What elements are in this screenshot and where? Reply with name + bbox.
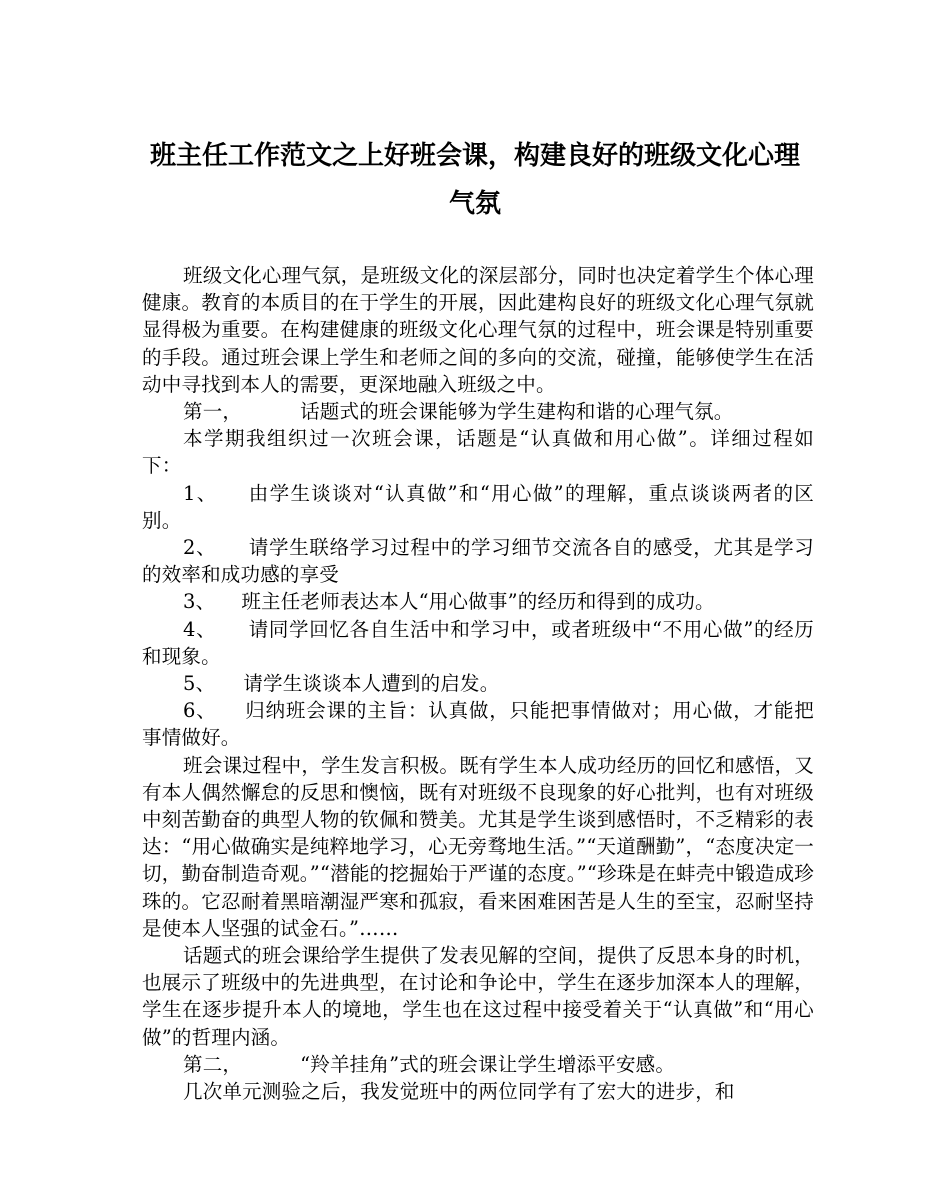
list-item-number: 6、: [183, 699, 217, 723]
list-item-text: 归纳班会课的主旨：认真做，只能把事情做对；用心做，才能把事情做好。: [142, 699, 815, 750]
list-item: [142, 534, 814, 588]
paragraph-intro: [142, 262, 814, 398]
paragraph: [142, 425, 814, 479]
paragraph: [142, 1078, 814, 1105]
paragraph: [142, 752, 814, 942]
paragraph-text: 几次单元测验之后，我发觉班中的两位同学有了宏大的进步，和: [183, 1080, 735, 1104]
list-item-text: 请学生谈谈本人遭到的启发。: [243, 672, 500, 696]
document-title: 班主任工作范文之上好班会课，构建良好的班级文化心理气氛: [149, 141, 800, 219]
list-item-number: 4、: [183, 617, 217, 641]
paragraph-text: 班级文化心理气氛，是班级文化的深层部分，同时也决定着学生个体心理健康。教育的本质目的在于学生的开展，因此建构良好的班级文化心理气氛就显得极为重要。在构建健康的班级文化心理气氛的过程中，班会课是特别重要的手段。通过班会课上学生和老师之间的多向的交流，碰撞，能够使学生在活动中寻找到本人的需要，更深地融入班级之中。: [142, 264, 814, 396]
document-body: [142, 262, 814, 1105]
paragraph-lead: 第一，: [183, 400, 243, 424]
paragraph-text: 班会课过程中，学生发言积极。既有学生本人成功经历的回忆和感悟，又有本人偶然懈怠的反思和懊恼，既有对班级不良现象的好心批判，也有对班级中刻苦勤奋的典型人物的钦佩和赞美。尤其是学生谈到感悟时，不乏精彩的表达：“用心做确实是纯粹地学习，心无旁骛地生活。”“天道酬勤”，“态度决定一切，勤奋制造奇观。”“潜能的挖掘始于严谨的态度。”“珍珠是在蚌壳中锻造成珍珠的。它忍耐着黑暗潮湿严寒和孤寂，看来困难困苦是人生的至宝，忍耐坚持是使本人坚强的试金石。”……: [142, 753, 814, 940]
paragraph-section-two: [142, 1051, 814, 1078]
list-item-text: 请同学回忆各自生活中和学习中，或者班级中“不用心做”的经历和现象。: [142, 617, 814, 668]
list-item: [142, 697, 814, 751]
paragraph-section-one: [142, 398, 814, 425]
list-item: [142, 588, 814, 615]
paragraph-text: “羚羊挂角”式的班会课让学生增添平安感。: [300, 1052, 676, 1076]
list-item-text: 请学生联络学习过程中的学习细节交流各自的感受，尤其是学习的效率和成功感的享受: [142, 536, 814, 587]
list-item-text: 由学生谈谈对“认真做”和“用心做”的理解，重点谈谈两者的区别。: [142, 481, 814, 532]
list-item-number: 3、: [183, 590, 216, 614]
paragraph: [142, 942, 814, 1051]
paragraph-text: 话题式的班会课给学生提供了发表见解的空间，提供了反思本身的时机，也展示了班级中的先进典型，在讨论和争论中，学生在逐步加深本人的理解，学生在逐步提升本人的境地，学生也在这过程中接受着关于“认真做”和“用心做”的哲理内涵。: [142, 944, 814, 1049]
list-item-number: 1、: [183, 481, 218, 505]
list-item-number: 5、: [183, 672, 216, 696]
paragraph-text: 本学期我组织过一次班会课，话题是“认真做和用心做”。详细过程如下：: [142, 427, 814, 478]
list-item: [142, 670, 814, 697]
list-item-text: 班主任老师表达本人“用心做事”的经历和得到的成功。: [241, 590, 715, 614]
paragraph-text: 话题式的班会课能够为学生建构和谐的心理气氛。: [300, 400, 734, 424]
list-item: [142, 480, 814, 534]
paragraph-lead: 第二，: [183, 1052, 243, 1076]
list-item-number: 2、: [183, 536, 217, 560]
list-item: [142, 616, 814, 670]
